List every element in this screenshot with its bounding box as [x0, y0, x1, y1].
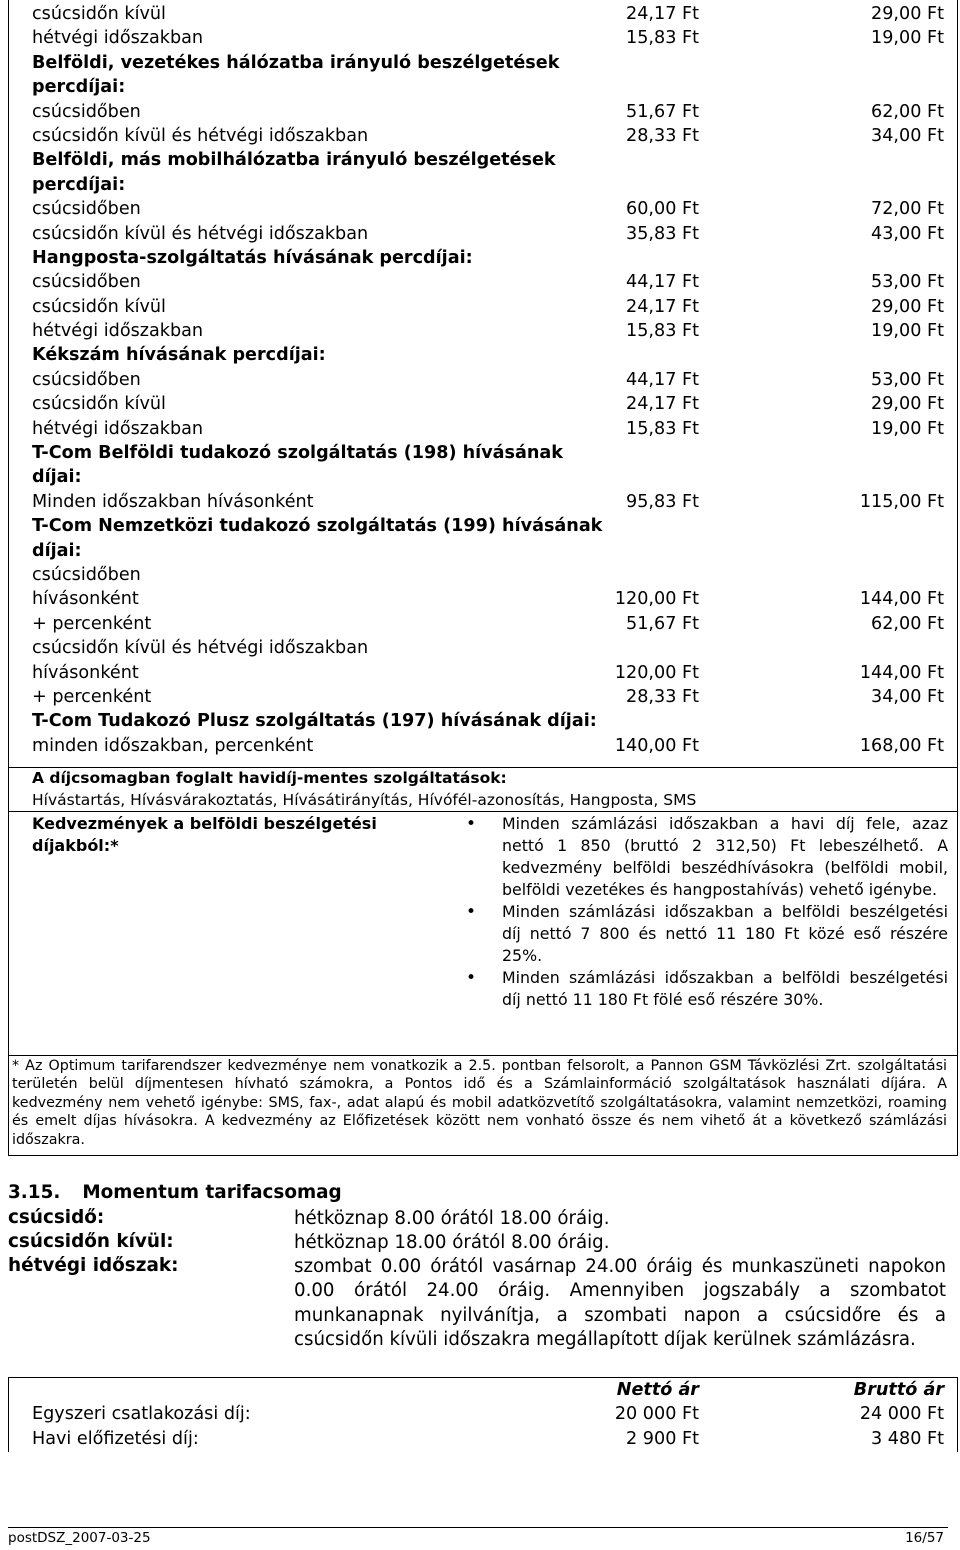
section-row-heading: [32, 539, 944, 563]
row-gross-price: 19,00 Ft: [871, 321, 944, 342]
row-label: minden időszakban, percenként: [32, 735, 314, 756]
row-label: csúcsidőn kívül: [32, 4, 166, 24]
tariff-row: [32, 368, 944, 392]
section-row-heading: [32, 465, 944, 489]
row-label: hétvégi időszakban: [32, 28, 204, 49]
row-label: T-Com Nemzetközi tudakozó szolgáltatás (199) hívásának: [32, 516, 603, 537]
fee-table-header: [32, 1378, 944, 1402]
tariff-row: [32, 636, 944, 660]
row-gross-price: 43,00 Ft: [871, 223, 944, 244]
tariff-row: [32, 490, 944, 514]
tariff-row: [32, 100, 944, 124]
row-gross-price: 34,00 Ft: [871, 686, 944, 707]
fee-net: 20 000 Ft: [614, 1404, 699, 1425]
schedule-text-weekend: szombat 0.00 órától vasárnap 24.00 óráig és munkaszüneti napokon 0.00 órától 24.00 óráig. Amennyiben jogszabály a szombatot munkanapnak nyilvánítja, a szombati napon a csúcsidőre és a csúcsidőn kívüli időszakra megállapított díjak kerülnek számlázásra.: [294, 1256, 946, 1350]
section-title: Momentum tarifacsomag: [82, 1182, 342, 1203]
row-label: csúcsidőben: [32, 564, 141, 585]
row-gross-price: 29,00 Ft: [871, 394, 944, 415]
discount-list: [466, 813, 948, 1011]
row-net-price: 120,00 Ft: [614, 589, 699, 610]
fee-table: [32, 1378, 944, 1451]
row-label: díjai:: [32, 540, 82, 561]
row-label: csúcsidőben: [32, 369, 141, 390]
row-label: + percenként: [32, 686, 152, 707]
discount-item: [466, 901, 948, 967]
row-label: + percenként: [32, 613, 152, 634]
row-gross-price: 53,00 Ft: [871, 272, 944, 293]
fee-gross: 24 000 Ft: [859, 1404, 944, 1425]
discount-title: [32, 813, 377, 857]
table-bottom-border: [8, 1155, 958, 1156]
tariff-row: [32, 124, 944, 148]
row-label: hétvégi időszakban: [32, 418, 204, 439]
schedule-text-peak: hétköznap 8.00 órától 18.00 óráig.: [294, 1208, 610, 1229]
row-gross-price: 62,00 Ft: [871, 613, 944, 634]
row-label: hívásonként: [32, 589, 139, 610]
row-net-price: 51,67 Ft: [626, 101, 699, 122]
row-gross-price: 34,00 Ft: [871, 125, 944, 146]
row-gross-price: 168,00 Ft: [859, 735, 944, 756]
bullet-icon: •: [466, 968, 477, 988]
tariff-row: [32, 2, 944, 26]
row-label: hétvégi időszakban: [32, 321, 204, 342]
schedule-text-offpeak: hétköznap 18.00 órától 8.00 óráig.: [294, 1232, 610, 1253]
section-row-heading: [32, 173, 944, 197]
row-net-price: 28,33 Ft: [626, 686, 699, 707]
section-row-heading: [32, 343, 944, 367]
tariff-row: [32, 222, 944, 246]
footer-rule: [8, 1527, 948, 1528]
row-label: csúcsidőn kívül és hétvégi időszakban: [32, 223, 369, 244]
fee-table-left-border: [8, 1377, 9, 1452]
row-label: csúcsidőben: [32, 199, 141, 220]
schedule-label-offpeak: csúcsidőn kívül:: [8, 1231, 174, 1252]
row-net-price: 95,83 Ft: [626, 491, 699, 512]
discount-item-text: Minden számlázási időszakban a havi díj fele, azaz nettó 1 850 (bruttó 2 312,50) Ft lebeszélhető. A kedvezmény belföldi beszédhívásokra (belföldi mobil, belföldi vezetékes és hangpostahívás) vehető igénybe.: [502, 814, 948, 899]
bullet-icon: •: [466, 814, 477, 834]
row-label: csúcsidőn kívül és hétvégi időszakban: [32, 125, 369, 146]
tariff-row: [32, 587, 944, 611]
row-label: percdíjai:: [32, 174, 126, 195]
row-label: Belföldi, más mobilhálózatba irányuló beszélgetések: [32, 150, 556, 171]
tariff-row: [32, 734, 944, 758]
fee-label: Egyszeri csatlakozási díj:: [32, 1404, 251, 1425]
included-title: A díjcsomagban foglalt havidíj-mentes szolgáltatások:: [32, 769, 507, 787]
row-gross-price: 72,00 Ft: [871, 199, 944, 220]
bullet-icon: •: [466, 902, 477, 922]
row-label: díjai:: [32, 467, 82, 488]
tariff-row: [32, 661, 944, 685]
tariff-row: [32, 685, 944, 709]
section-row-heading: [32, 51, 944, 75]
row-net-price: 51,67 Ft: [626, 613, 699, 634]
row-gross-price: 19,00 Ft: [871, 28, 944, 49]
col-net-header: Nettó ár: [616, 1380, 699, 1400]
fee-row: [32, 1402, 944, 1426]
row-label: percdíjai:: [32, 77, 126, 98]
tariff-row: [32, 612, 944, 636]
footer-page-number: 16/57: [905, 1530, 944, 1546]
row-net-price: 15,83 Ft: [626, 321, 699, 342]
row-label: hívásonként: [32, 662, 139, 683]
row-label: T-Com Belföldi tudakozó szolgáltatás (198) hívásának: [32, 443, 563, 464]
section-number: 3.15.: [8, 1182, 61, 1203]
fee-label: Havi előfizetési díj:: [32, 1428, 199, 1449]
fee-row: [32, 1427, 944, 1451]
discount-item-text: Minden számlázási időszakban a belföldi beszélgetési díj nettó 11 180 Ft fölé eső részére 30%.: [502, 968, 948, 1009]
col-gross-header: Bruttó ár: [853, 1380, 944, 1400]
tariff-row: [32, 563, 944, 587]
row-label: csúcsidőn kívül: [32, 296, 166, 317]
row-label: Belföldi, vezetékes hálózatba irányuló beszélgetések: [32, 52, 560, 73]
row-label: Kékszám hívásának percdíjai:: [32, 345, 326, 366]
row-net-price: 140,00 Ft: [614, 735, 699, 756]
row-net-price: 15,83 Ft: [626, 28, 699, 49]
row-net-price: 15,83 Ft: [626, 418, 699, 439]
schedule-label-peak: csúcsidő:: [8, 1207, 105, 1228]
row-net-price: 60,00 Ft: [626, 199, 699, 220]
section-row-heading: [32, 514, 944, 538]
tariff-rows: [32, 2, 944, 758]
row-net-price: 120,00 Ft: [614, 662, 699, 683]
discount-item-text: Minden számlázási időszakban a belföldi beszélgetési díj nettó 7 800 és nettó 11 180 Ft közé eső részére 25%.: [502, 902, 948, 965]
row-label: Minden időszakban hívásonként: [32, 491, 314, 512]
row-gross-price: 19,00 Ft: [871, 418, 944, 439]
row-label: csúcsidőn kívül és hétvégi időszakban: [32, 638, 369, 659]
discount-divider: [8, 811, 958, 812]
fee-net: 2 900 Ft: [626, 1428, 699, 1449]
section-row-heading: [32, 246, 944, 270]
row-label: csúcsidőben: [32, 272, 141, 293]
row-label: T-Com Tudakozó Plusz szolgáltatás (197) hívásának díjai:: [32, 711, 597, 732]
section-row-heading: [32, 148, 944, 172]
tariff-row: [32, 392, 944, 416]
row-label: csúcsidőn kívül: [32, 394, 166, 415]
footnote-divider: [8, 1055, 958, 1056]
tariff-row: [32, 26, 944, 50]
schedule-label-weekend: hétvégi időszak:: [8, 1255, 179, 1276]
footnote: * Az Optimum tarifarendszer kedvezménye nem vonatkozik a 2.5. pontban felsorolt, a Pannon GSM Távközlési Zrt. szolgáltatási területén belül díjmentesen hívható számokra, a Pontos idő és a Számlainformáció szolgáltatások használati díjára. A kedvezmény nem vehető igénybe: SMS, fax-, adat alapú és mobil adatközvetítő szolgáltatásokra, valamint nemzetközi, roaming és emelt díjas hívásokra. A kedvezmény az Előfizetések között nem vonható össze és nem vihető át a következő számlázási időszakra.: [12, 1058, 947, 1148]
row-gross-price: 53,00 Ft: [871, 369, 944, 390]
tariff-row: [32, 417, 944, 441]
row-net-price: 24,17 Ft: [626, 394, 699, 415]
fee-table-right-border: [957, 1377, 958, 1452]
row-gross-price: 115,00 Ft: [859, 491, 944, 512]
row-net-price: 35,83 Ft: [626, 223, 699, 244]
tariff-row: [32, 270, 944, 294]
row-gross-price: 29,00 Ft: [871, 296, 944, 317]
discount-item: [466, 813, 948, 901]
discount-item: [466, 967, 948, 1011]
tariff-row: [32, 319, 944, 343]
included-list: Hívástartás, Hívásvárakoztatás, Hívásátirányítás, Hívófél-azonosítás, Hangposta, SMS: [32, 791, 697, 809]
fee-gross: 3 480 Ft: [871, 1428, 944, 1449]
row-net-price: 24,17 Ft: [626, 296, 699, 317]
tariff-row: [32, 197, 944, 221]
discount-title-line2: díjakból:*: [32, 836, 119, 855]
section-heading: [8, 1182, 342, 1203]
row-net-price: 24,17 Ft: [626, 4, 699, 24]
row-net-price: 44,17 Ft: [626, 272, 699, 293]
row-gross-price: 144,00 Ft: [859, 662, 944, 683]
row-label: Hangposta-szolgáltatás hívásának percdíjai:: [32, 247, 473, 268]
footer-doc-id: postDSZ_2007-03-25: [8, 1530, 151, 1546]
row-label: csúcsidőben: [32, 101, 141, 122]
section-row-heading: [32, 709, 944, 733]
row-gross-price: 29,00 Ft: [871, 4, 944, 24]
row-net-price: 44,17 Ft: [626, 369, 699, 390]
section-row-heading: [32, 441, 944, 465]
section-row-heading: [32, 75, 944, 99]
row-gross-price: 62,00 Ft: [871, 101, 944, 122]
row-net-price: 28,33 Ft: [626, 125, 699, 146]
tariff-row: [32, 295, 944, 319]
row-gross-price: 144,00 Ft: [859, 589, 944, 610]
discount-title-line1: Kedvezmények a belföldi beszélgetési: [32, 814, 377, 833]
